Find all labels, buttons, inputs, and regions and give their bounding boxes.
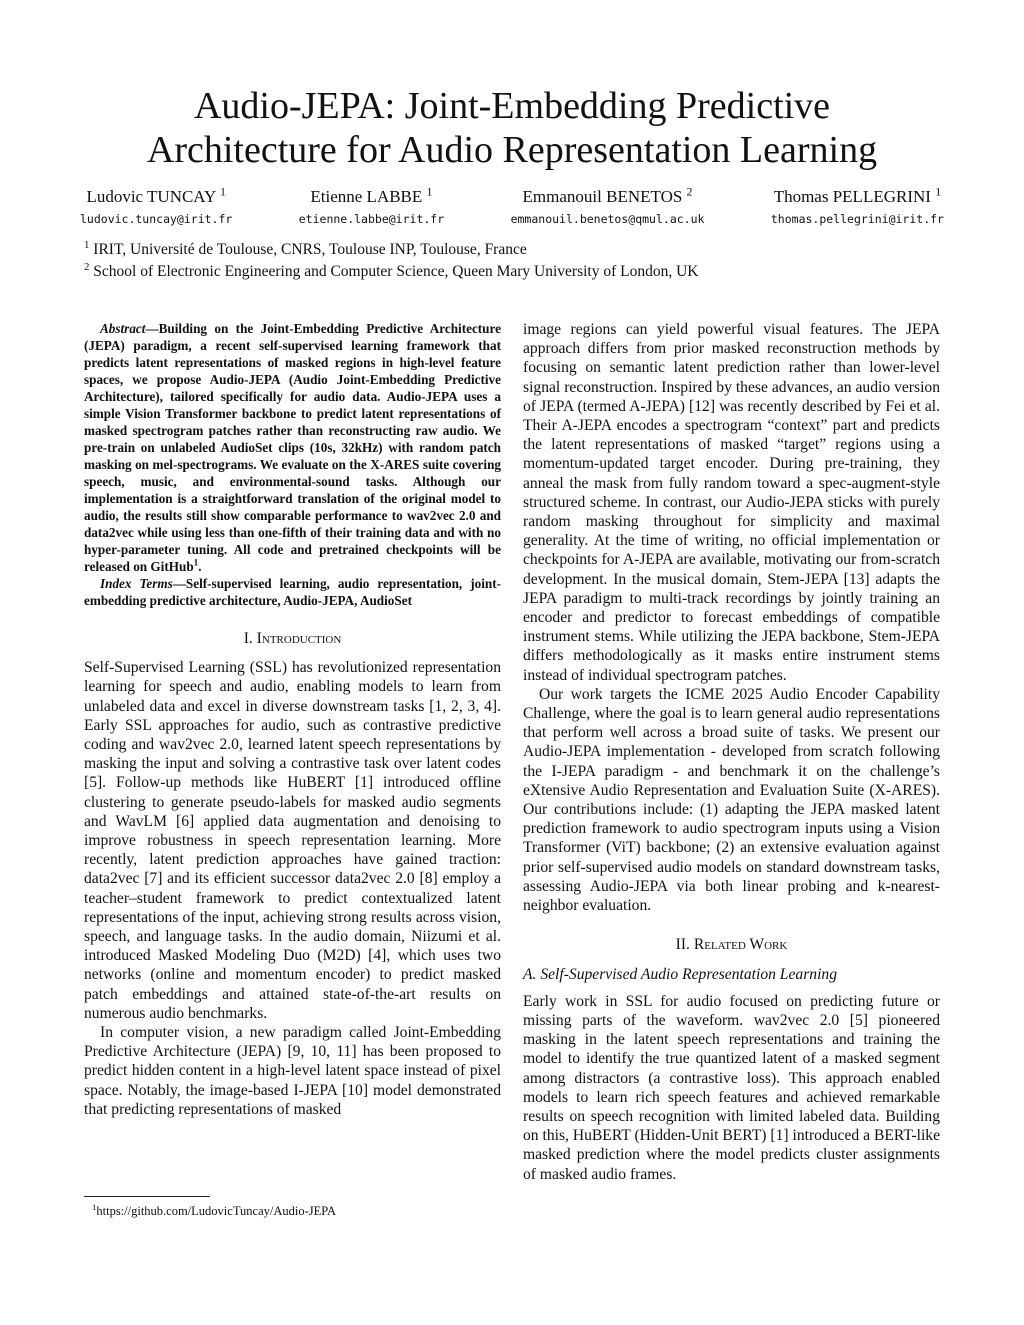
- author-affiliation-mark: 1: [426, 184, 433, 199]
- abstract-label: Abstract: [100, 321, 146, 336]
- affiliation-2: [84, 261, 699, 283]
- affiliation-mark: 1: [84, 238, 90, 251]
- author-email: thomas.pellegrini@irit.fr: [770, 212, 944, 226]
- footnote-mark: 1: [193, 557, 199, 568]
- abstract: Abstract—Building on the Joint-Embedding Predictive Architecture (JEPA) paradigm, a recent self-supervised learning framework that predicts latent representations of masked regions in high-level feature spaces, we propose Audio-JEPA (Audio Joint-Embedding Predictive Architecture), tailored specifically for audio data. Audio-JEPA uses a simple Vision Transformer backbone to predict latent representations of masked spectrogram patches rather than reconstructing raw audio. We pre-train on unlabeled AudioSet clips (10s, 32kHz) with random patch masking on mel-spectrograms. We evaluate on the X-ARES suite covering speech, music, and environmental-sound tasks. Although our implementation is a straightforward translation of the original model to audio, the results still show comparable performance to wav2vec 2.0 and data2vec while using less than one-fifth of their training data and with no hyper-parameter tuning. All code and pretrained checkpoints will be released on GitHub$^1$.: [84, 321, 501, 574]
- index-terms-label: Index Terms: [100, 576, 173, 591]
- paragraph: Our work targets the ICME 2025 Audio Encoder Capability Challenge, where the goal is to learn general audio representations that perform well across a broad suite of tasks. We present our Audio-JEPA implementation - developed from scratch following the I-JEPA paradigm - and benchmark it on the challenge’s eXtensive Audio Representation and Evaluation Suite (X-ARES). Our contributions include: (1) adapting the JEPA masked latent prediction framework to audio spectrogram inputs using a Vision Transformer (ViT) backbone; (2) an extensive evaluation against prior self-supervised audio models on standard downstream tasks, assessing Audio-JEPA via both linear probing and k-nearest-neighbor evaluation.: [523, 685, 940, 915]
- author-2: [299, 184, 444, 228]
- paragraph: image regions can yield powerful visual features. The JEPA approach differs from prior masked reconstruction methods by focusing on semantic latent prediction rather than lower-level signal reconstruction. Inspired by these advances, an audio version of JEPA (termed A-JEPA) [12] was recently described by Fei et al. Their A-JEPA encodes a spectrogram “context” part and predicts the latent representations of masked “target” regions using a momentum-updated target encoder. During pre-training, they anneal the mask from fully random toward a spec-augment-style structured scheme. In contrast, our Audio-JEPA sticks with purely random masking throughout for simplicity and maximal generality. At the time of writing, no official implementation or checkpoints for A-JEPA are available, motivating our from-scratch development. In the musical domain, Stem-JEPA [13] adapts the JEPA paradigm to multi-track recordings by jointly training an encoder and predictor to forecast embeddings of compatible instrument stems. While utilizing the JEPA backbone, Stem-JEPA differs methodologically as it masks entire instrument stems instead of individual spectrogram patches.: [523, 321, 940, 684]
- author-name: Etienne LABBE: [310, 187, 423, 206]
- author-list: [80, 184, 944, 228]
- affiliation-list: [84, 239, 699, 283]
- author-affiliation-mark: 1: [219, 184, 226, 199]
- author-email: emmanouil.benetos@qmul.ac.uk: [510, 212, 705, 226]
- section-heading-related-work: II. Related Work: [675, 936, 788, 954]
- author-affiliation-mark: 1: [935, 184, 942, 199]
- title-line-2: Architecture for Audio Representation Learning: [146, 129, 878, 171]
- section-heading-introduction: I. Introduction: [243, 630, 342, 647]
- paragraph: Self-Supervised Learning (SSL) has revolutionized representation learning for speech and audio, enabling models to learn from unlabeled data and excel in diverse downstream tasks [1, 2, 3, 4]. Early SSL approaches for audio, such as contrastive predictive coding and wav2vec 2.0, learned latent speech representations by masking the input and solving a contrastive task over latent codes [5]. Follow-up methods like HuBERT [1] introduced offline clustering to generate pseudo-labels for masked audio segments and WavLM [6] applied data augmentation and denoising to improve robustness in speech representation learning. More recently, latent prediction approaches have gained traction: data2vec [7] and its efficient successor data2vec 2.0 [8] employ a teacher–student framework to predict contextualized latent representations of the input, achieving strong results across vision, speech, and language tasks. In the audio domain, Niizumi et al. introduced Masked Modeling Duo (M2D) [4], which uses two networks (online and momentum encoder) to predict masked patch embeddings and attained state-of-the-art results on numerous audio benchmarks.: [84, 659, 501, 1022]
- abstract-text: Building on the Joint-Embedding Predictive Architecture (JEPA) paradigm, a recent self-supervised learning framework that predicts latent representations of masked regions in high-level feature spaces, we propose Audio-JEPA (Audio Joint-Embedding Predictive Architecture), tailored specifically for audio data. Audio-JEPA uses a simple Vision Transformer backbone to predict latent representations of masked spectrogram patches rather than reconstructing raw audio. We pre-train on unlabeled AudioSet clips (10s, 32kHz) with random patch masking on mel-spectrograms. We evaluate on the X-ARES suite covering speech, music, and environmental-sound tasks. Although our implementation is a straightforward translation of the original model to audio, the results still show comparable performance to wav2vec 2.0 and data2vec while using less than one-fifth of their training data and with no hyper-parameter tuning. All code and pretrained checkpoints will be released on GitHub: [84, 321, 501, 574]
- footnote-link[interactable]: https://github.com/LudovicTuncay/Audio-JEPA: [96, 1204, 337, 1218]
- author-name: Emmanouil BENETOS: [522, 187, 683, 206]
- affiliation-text: IRIT, Université de Toulouse, CNRS, Toulouse INP, Toulouse, France: [93, 241, 527, 258]
- title-line-1: Audio-JEPA: Joint-Embedding Predictive: [193, 85, 831, 127]
- subsection-heading: A. Self-Supervised Audio Representation Learning: [523, 965, 837, 983]
- author-affiliation-mark: 2: [686, 184, 693, 199]
- author-3: [511, 184, 705, 228]
- left-column: [84, 320, 501, 1119]
- author-name: Ludovic TUNCAY: [86, 187, 216, 206]
- footnote-divider: [84, 1196, 210, 1197]
- affiliation-text: School of Electronic Engineering and Computer Science, Queen Mary University of London, UK: [93, 263, 699, 280]
- author-name: Thomas PELLEGRINI: [773, 187, 931, 206]
- author-email: etienne.labbe@irit.fr: [298, 212, 445, 226]
- author-4: [771, 184, 944, 228]
- footnote: [92, 1203, 336, 1219]
- index-terms-text: Self-supervised learning, audio representation, joint-embedding predictive architecture, Audio-JEPA, AudioSet: [84, 576, 501, 608]
- paper-title: [0, 84, 1024, 172]
- footnote-mark: 1: [92, 1201, 97, 1212]
- author-email: ludovic.tuncay@irit.fr: [80, 212, 233, 226]
- index-terms: Index Terms—Self-supervised learning, audio representation, joint-embedding predictive architecture, Audio-JEPA, AudioSet: [84, 576, 501, 608]
- affiliation-mark: 2: [84, 260, 90, 273]
- affiliation-1: [84, 239, 699, 261]
- right-column: [523, 320, 940, 1184]
- paragraph: Early work in SSL for audio focused on predicting future or missing parts of the waveform. wav2vec 2.0 [5] pioneered masking in the latent speech representations and training the model to identify the true quantized latent of a masked segment among distractors (a contrastive loss). This approach enabled models to learn rich speech features and achieved remarkable results on speech recognition with limited labeled data. Building on this, HuBERT (Hidden-Unit BERT) [1] introduced a BERT-like masked prediction where the model predicts cluster assignments of masked audio frames.: [523, 992, 940, 1183]
- author-1: [80, 184, 232, 228]
- paragraph: In computer vision, a new paradigm called Joint-Embedding Predictive Architecture (JEPA) [9, 10, 11] has been proposed to predict hidden content in a high-level latent space instead of pixel space. Notably, the image-based I-JEPA [10] model demonstrated that predicting representations of masked: [84, 1024, 501, 1118]
